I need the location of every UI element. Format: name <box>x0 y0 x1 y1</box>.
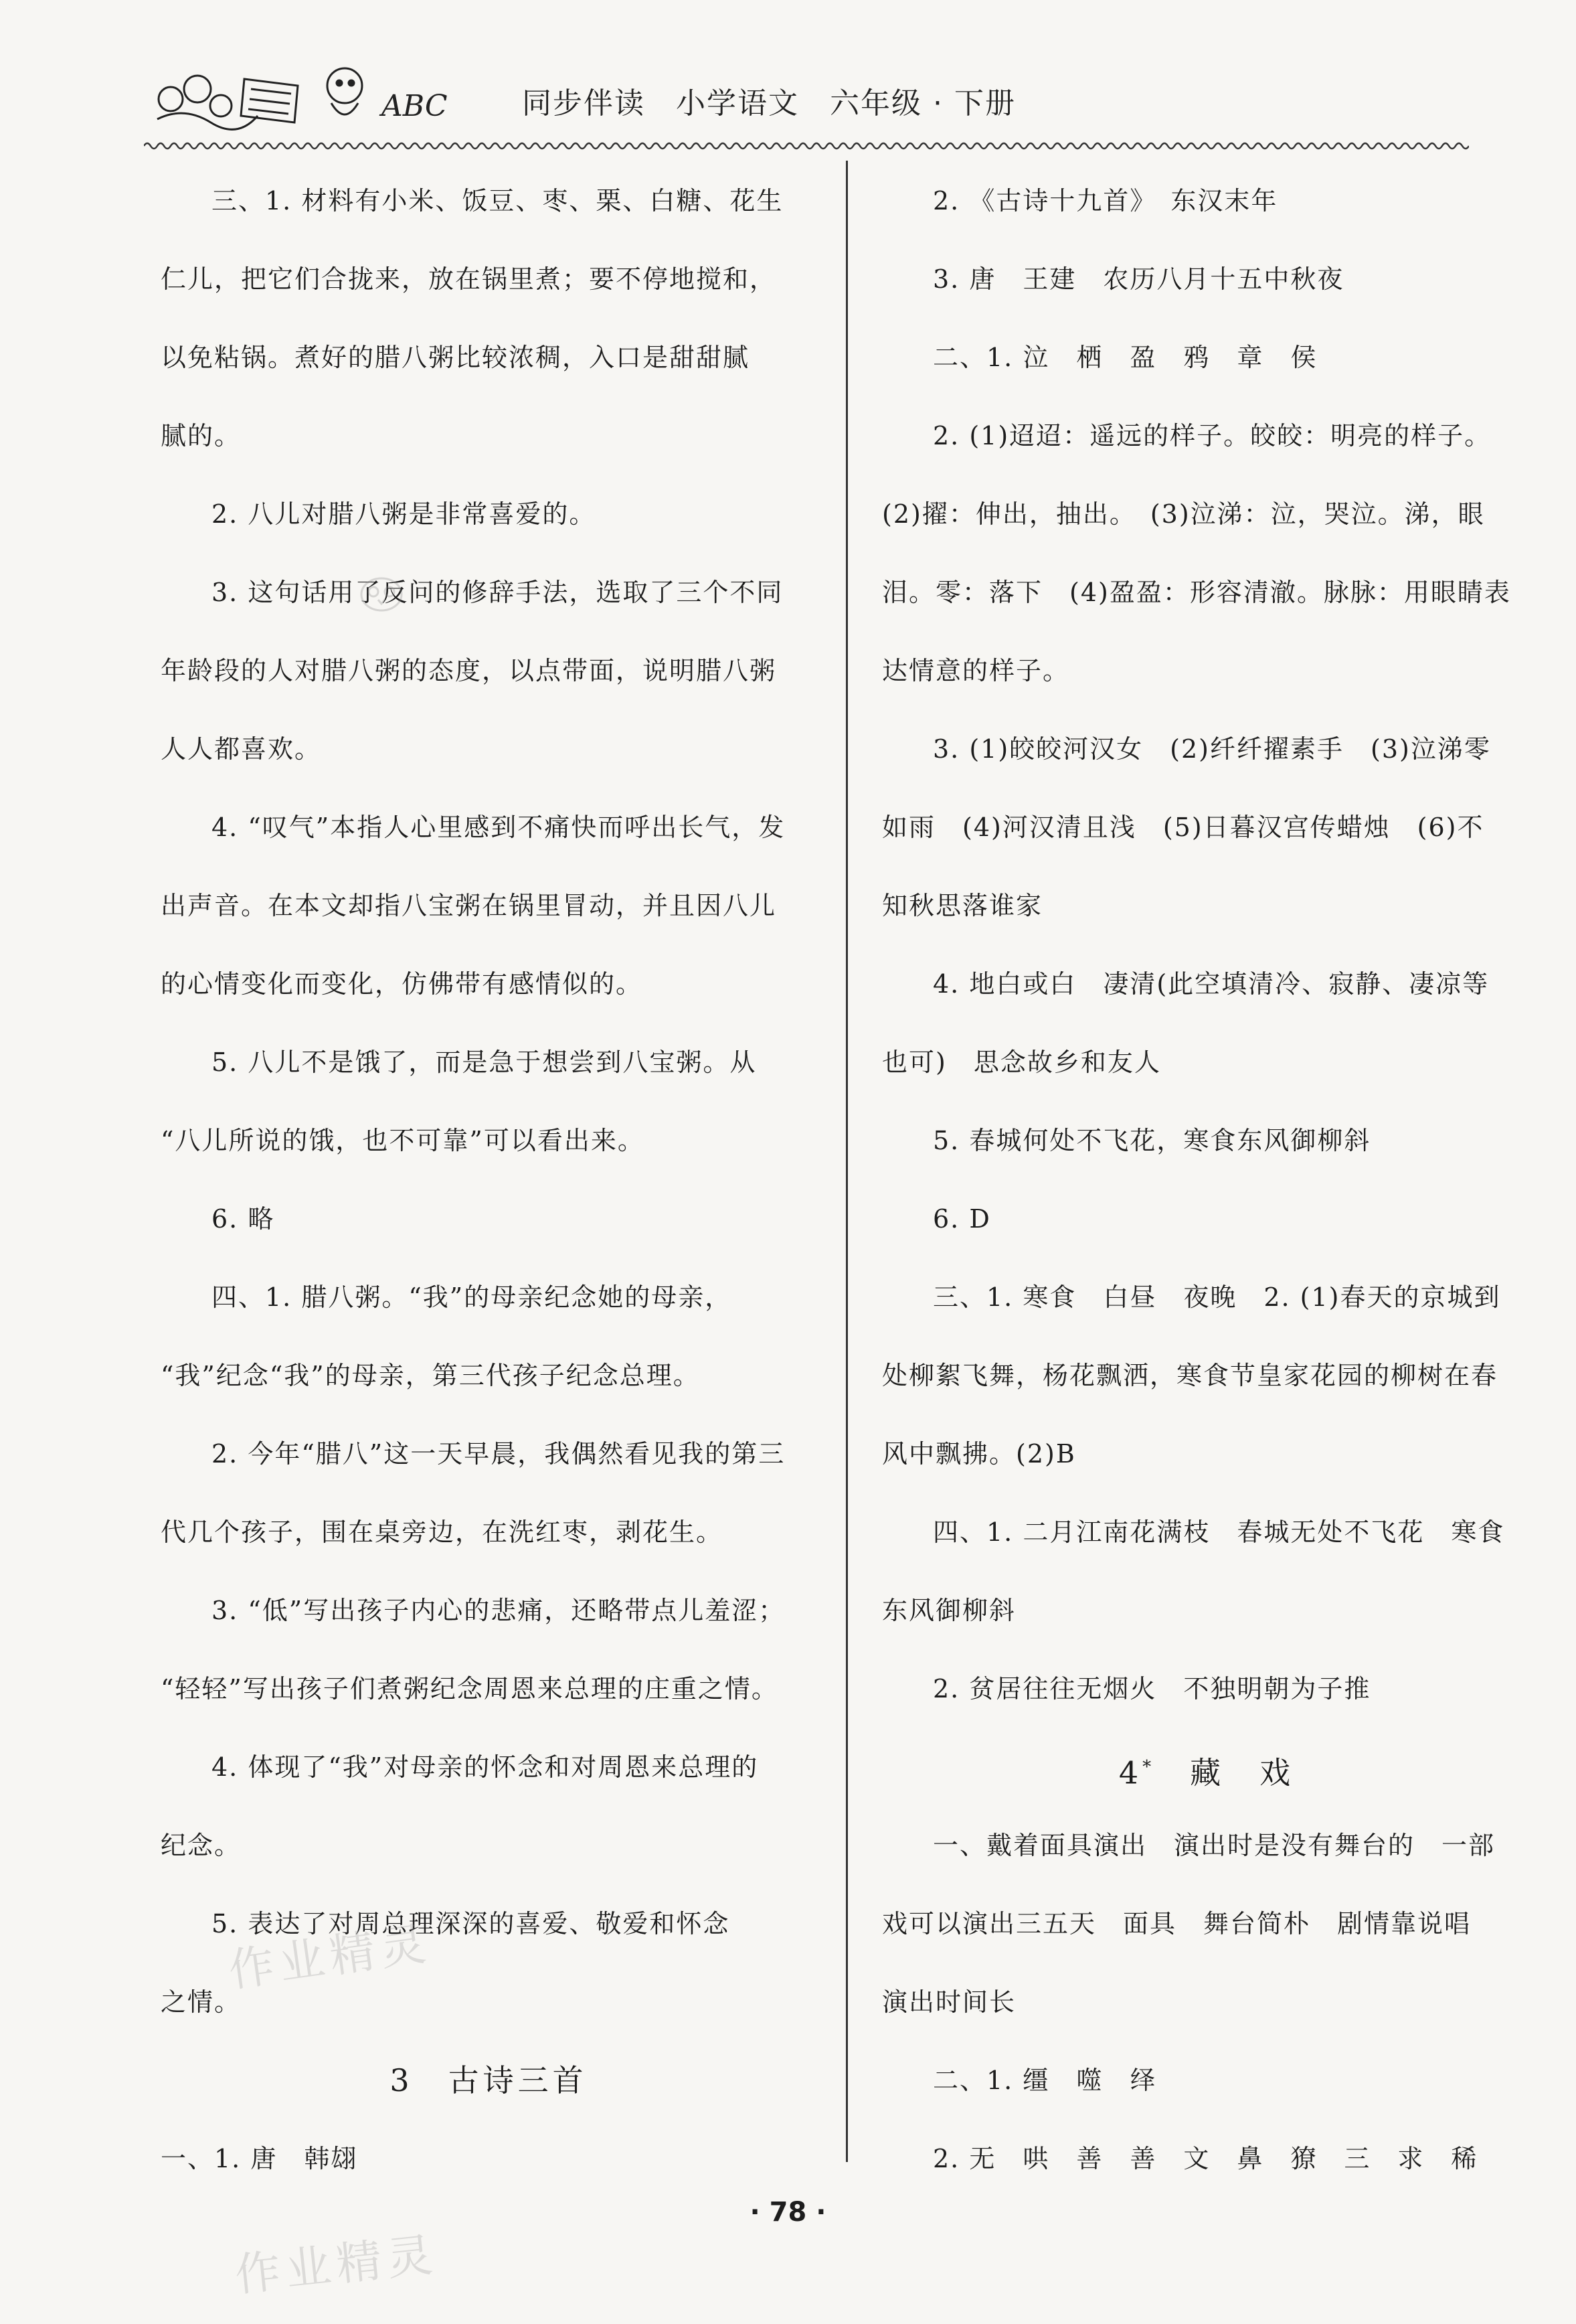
answer-line: “八儿所说的饿，也不可靠”可以看出来。 <box>161 1126 644 1155</box>
answer-line: 演出时间长 <box>882 1987 1017 2017</box>
section-heading: 3 古诗三首 <box>389 2062 588 2098</box>
answer-line: 3. “低”写出孩子内心的悲痛，还略带点儿羞涩； <box>211 1596 786 1625</box>
answer-line: 如雨 (4)河汉清且浅 (5)日暮汉宫传蜡烛 (6)不 <box>882 813 1484 842</box>
answer-line: 三、1. 材料有小米、饭豆、枣、栗、白糖、花生 <box>211 186 784 216</box>
answer-line: 四、1. 腊八粥。“我”的母亲纪念她的母亲， <box>211 1282 732 1312</box>
header-decoration <box>144 59 492 139</box>
answer-line: 5. 八儿不是饿了，而是急于想尝到八宝粥。从 <box>211 1048 757 1077</box>
answer-line: 人人都喜欢。 <box>161 734 322 764</box>
answer-line: 2. 贫居往往无烟火 不独明朝为子推 <box>933 1674 1371 1704</box>
answer-line: 的心情变化而变化，仿佛带有感情似的。 <box>161 969 643 999</box>
page-number: · 78 · <box>750 2197 826 2228</box>
answer-line: 二、1. 缰 噬 绎 <box>933 2066 1157 2095</box>
column-divider <box>846 161 848 2162</box>
answer-line: 出声音。在本文却指八宝粥在锅里冒动，并且因八儿 <box>161 891 777 920</box>
logo-text: ABC <box>381 89 448 123</box>
answer-line: 二、1. 泣 栖 盈 鸦 章 侯 <box>933 343 1318 372</box>
answer-line: 代几个孩子，围在桌旁边，在洗红枣，剥花生。 <box>161 1517 723 1547</box>
answer-line: 5. 表达了对周总理深深的喜爱、敬爱和怀念 <box>211 1909 730 1938</box>
answer-line: 6. D <box>933 1204 991 1234</box>
answer-line: 达情意的样子。 <box>882 656 1070 685</box>
answer-line: 四、1. 二月江南花满枝 春城无处不飞花 寒食 <box>933 1517 1505 1547</box>
owl-watermark-icon <box>351 569 412 616</box>
answer-line: 戏可以演出三五天 面具 舞台简朴 剧情靠说唱 <box>882 1909 1472 1938</box>
answer-line: 3. 唐 王建 农历八月十五中秋夜 <box>933 264 1344 294</box>
answer-line: 6. 略 <box>211 1204 275 1234</box>
answer-line: 年龄段的人对腊八粥的态度，以点带面，说明腊八粥 <box>161 656 777 685</box>
answer-line: (2)擢：伸出，抽出。 (3)泣涕：泣，哭泣。涕，眼 <box>882 499 1485 529</box>
answer-line: “我”纪念“我”的母亲，第三代孩子纪念总理。 <box>161 1361 700 1390</box>
answer-line: 一、1. 唐 韩翃 <box>161 2144 358 2173</box>
answer-line: 以免粘锅。煮好的腊八粥比较浓稠，入口是甜甜腻 <box>161 343 750 372</box>
answer-line: 也可) 思念故乡和友人 <box>882 1048 1161 1077</box>
answer-line: 4. 体现了“我”对母亲的怀念和对周恩来总理的 <box>211 1752 759 1782</box>
answer-line: 东风御柳斜 <box>882 1596 1017 1625</box>
answer-line: 4. 地白或白 凄清(此空填清冷、寂静、凄凉等 <box>933 969 1490 999</box>
answer-line: 腻的。 <box>161 421 242 450</box>
answer-line: 2. 八儿对腊八粥是非常喜爱的。 <box>211 499 596 529</box>
answer-line: 5. 春城何处不飞花，寒食东风御柳斜 <box>933 1126 1371 1155</box>
answer-line: 仁儿，把它们合拢来，放在锅里煮；要不停地搅和， <box>161 264 777 294</box>
answer-line: 4. “叹气”本指人心里感到不痛快而呼出长气，发 <box>211 813 786 842</box>
answer-line: 2. (1)迢迢：遥远的样子。皎皎：明亮的样子。 <box>933 421 1492 450</box>
answer-line: 2. 今年“腊八”这一天早晨，我偶然看见我的第三 <box>211 1439 786 1469</box>
answer-line: 纪念。 <box>161 1831 242 1860</box>
answer-line: 之情。 <box>161 1987 242 2017</box>
section-heading: 4* 藏 戏 <box>1118 1754 1295 1791</box>
answer-line: 处柳絮飞舞，杨花飘洒，寒食节皇家花园的柳树在春 <box>882 1361 1498 1390</box>
answer-line: 3. 这句话用了反问的修辞手法，选取了三个不同 <box>211 578 784 607</box>
answer-line: “轻轻”写出孩子们煮粥纪念周恩来总理的庄重之情。 <box>161 1674 778 1704</box>
answer-line: 2. 《古诗十九首》 东汉末年 <box>933 186 1278 216</box>
header-title: 同步伴读 小学语文 六年级 · 下册 <box>522 86 1016 120</box>
left-column <box>161 162 816 2198</box>
answer-line: 2. 无 哄 善 善 文 鼻 獠 三 求 稀 <box>933 2144 1478 2173</box>
answer-line: 三、1. 寒食 白昼 夜晚 2. (1)春天的京城到 <box>933 1282 1501 1312</box>
answer-line: 泪。零：落下 (4)盈盈：形容清澈。脉脉：用眼睛表 <box>882 578 1511 607</box>
answer-line: 风中飘拂。(2)B <box>882 1439 1076 1469</box>
right-column <box>882 162 1531 2198</box>
answer-line: 一、戴着面具演出 演出时是没有舞台的 一部 <box>933 1831 1496 1860</box>
watermark: 作业精灵 <box>225 1917 434 1998</box>
answer-line: 知秋思落谁家 <box>882 891 1043 920</box>
answer-line: 3. (1)皎皎河汉女 (2)纤纤擢素手 (3)泣涕零 <box>933 734 1491 764</box>
header-wavy-rule <box>144 141 1469 151</box>
watermark: 作业精灵 <box>232 2228 440 2303</box>
